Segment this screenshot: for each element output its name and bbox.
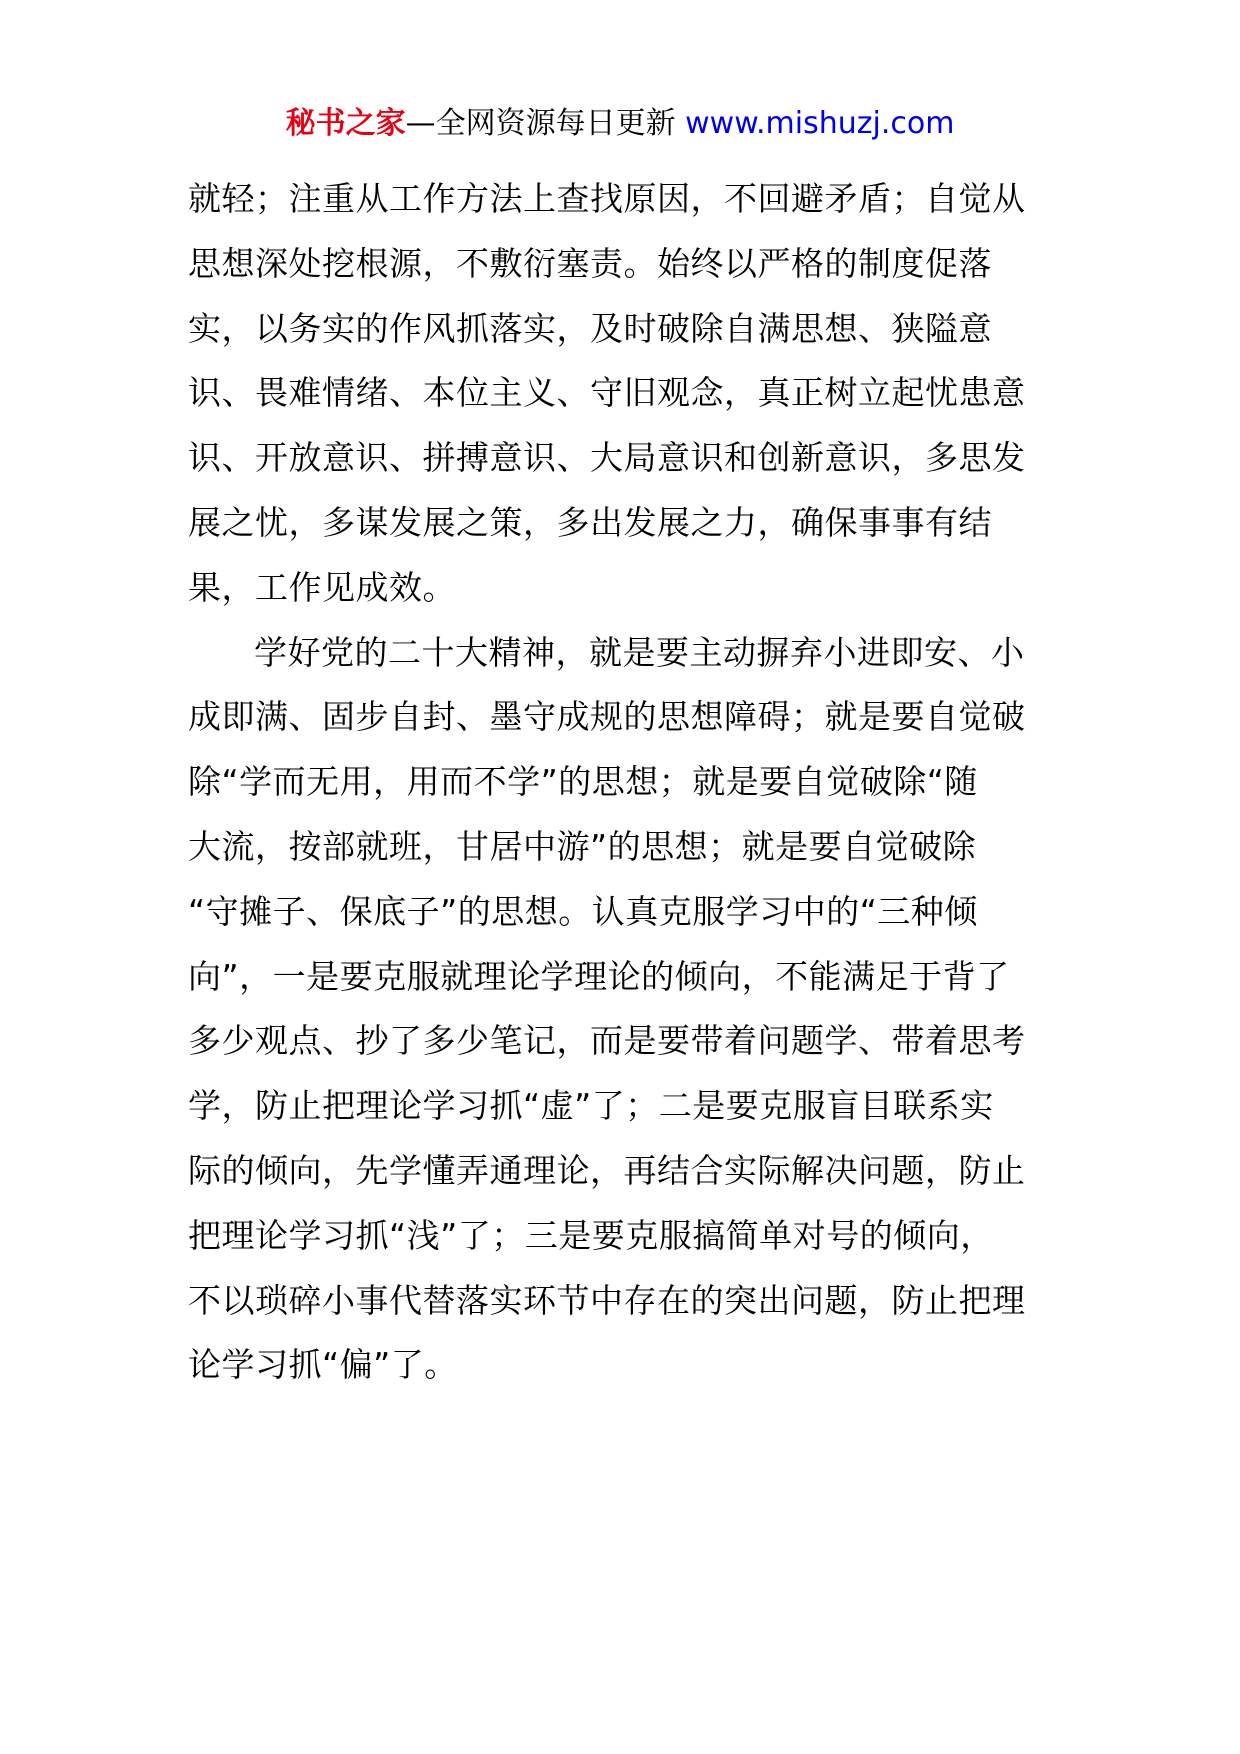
text-line: 识、开放意识、拼搏意识、大局意识和创新意识，多思发 xyxy=(188,438,1026,478)
text-line: 学，防止把理论学习抓“虚”了；二是要克服盲目联系实 xyxy=(188,1086,994,1126)
site-url-link[interactable]: www.mishuzj.com xyxy=(685,106,955,141)
text-line: 向”，一是要克服就理论学理论的倾向，不能满足于背了 xyxy=(188,956,1010,996)
brand-name: 秘书之家 xyxy=(285,106,406,141)
text-line: “守摊子、保底子”的思想。认真克服学习中的“三种倾 xyxy=(188,891,978,931)
text-line: 就轻；注重从工作方法上查找原因，不回避矛盾；自觉从 xyxy=(188,179,1026,218)
header-tagline: —全网资源每日更新 xyxy=(405,106,686,141)
text-line: 论学习抓“偏”了。 xyxy=(188,1345,458,1385)
text-line: 大流，按部就班，甘居中游”的思想；就是要自觉破除 xyxy=(188,826,977,866)
text-line: 成即满、固步自封、墨守成规的思想障碍；就是要自觉破 xyxy=(188,697,1026,737)
text-line: 思想深处挖根源，不敷衍塞责。始终以严格的制度促落 xyxy=(188,243,992,283)
text-line: 把理论学习抓“浅”了；三是要克服搞简单对号的倾向， xyxy=(188,1215,994,1255)
text-line: 实，以务实的作风抓落实，及时破除自满思想、狭隘意 xyxy=(188,308,992,348)
text-line: 学好党的二十大精神，就是要主动摒弃小进即安、小 xyxy=(254,632,1025,672)
document-body xyxy=(188,167,1058,1398)
text-line: 识、畏难情绪、本位主义、守旧观念，真正树立起忧患意 xyxy=(188,373,1026,413)
paragraph-2 xyxy=(188,621,1058,1399)
text-line: 不以琐碎小事代替落实环节中存在的突出问题，防止把理 xyxy=(188,1280,1026,1320)
text-line: 展之忧，多谋发展之策，多出发展之力，确保事事有结 xyxy=(188,502,992,542)
paragraph-1 xyxy=(188,167,1058,621)
text-line: 际的倾向，先学懂弄通理论，再结合实际解决问题，防止 xyxy=(188,1150,1026,1190)
text-line: 多少观点、抄了多少笔记，而是要带着问题学、带着思考 xyxy=(188,1021,1026,1061)
text-line: 果，工作见成效。 xyxy=(188,567,456,607)
text-line: 除“学而无用，用而不学”的思想；就是要自觉破除“随 xyxy=(188,762,978,802)
page-header xyxy=(0,104,1240,144)
